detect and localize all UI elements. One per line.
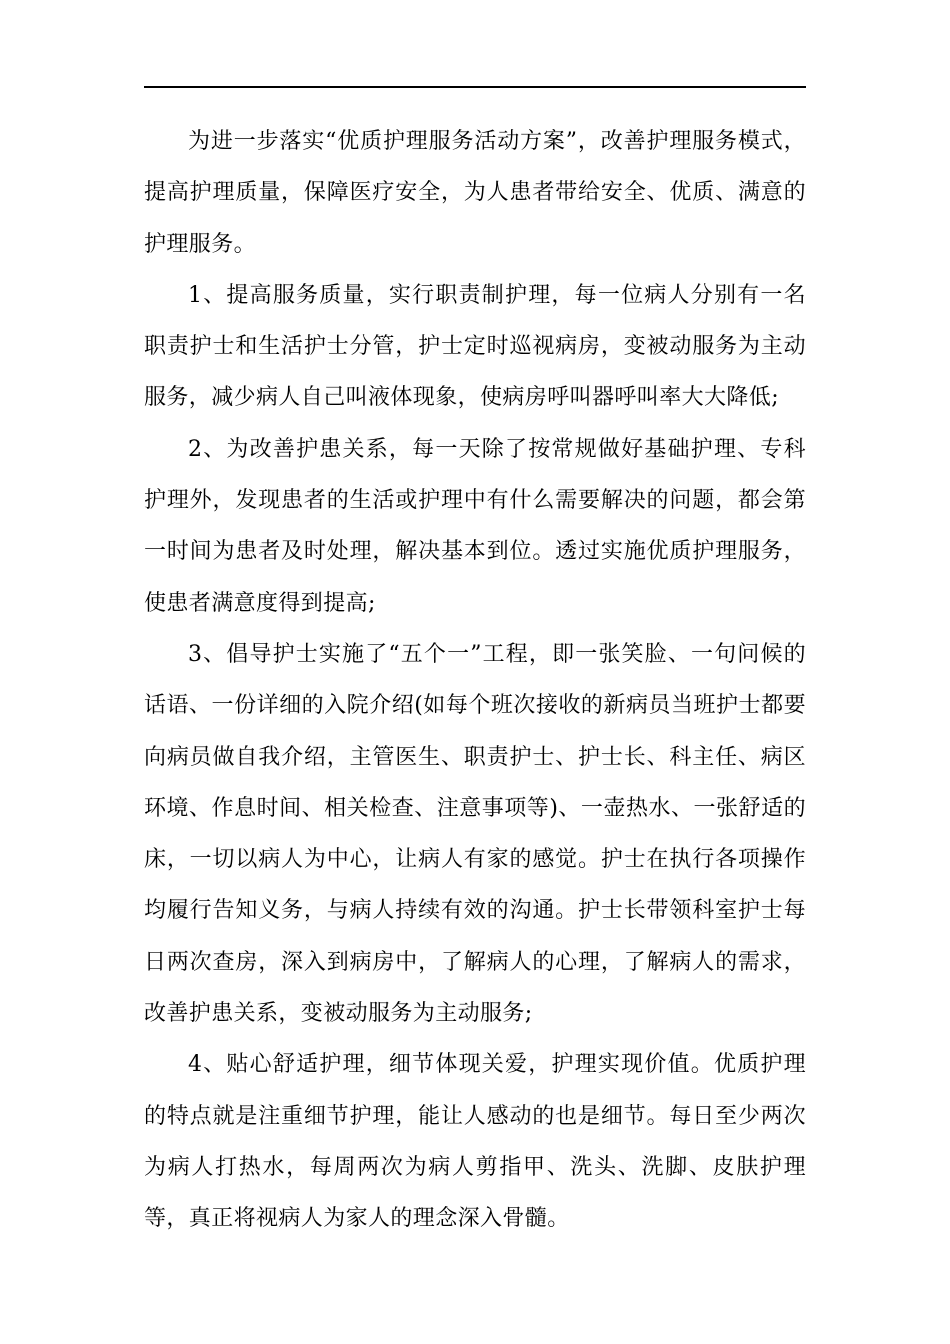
paragraph-item-2: 2、为改善护患关系，每一天除了按常规做好基础护理、专科护理外，发现患者的生活或护理中有什么需要解决的问题，都会第一时间为患者及时处理，解决基本到位。透过实施优质护理服务，使患者满意度得到提高;	[144, 436, 806, 616]
document-body	[144, 116, 806, 1245]
paragraph-intro: 为进一步落实“优质护理服务活动方案”，改善护理服务模式，提高护理质量，保障医疗安全，为人患者带给安全、优质、满意的护理服务。	[144, 129, 806, 257]
paragraph-item-1: 1、提高服务质量，实行职责制护理，每一位病人分别有一名职责护士和生活护士分管，护士定时巡视病房，变被动服务为主动服务，减少病人自己叫液体现象，使病房呼叫器呼叫率大大降低;	[144, 282, 806, 411]
header-rule	[144, 86, 806, 88]
paragraph-item-3: 3、倡导护士实施了“五个一”工程，即一张笑脸、一句问候的话语、一份详细的入院介绍(如每个班次接收的新病员当班护士都要向病员做自我介绍，主管医生、职责护士、护士长、科主任、病区环境、作息时间、相关检查、注意事项等)、一壶热水、一张舒适的床，一切以病人为中心，让病人有家的感觉。护士在执行各项操作均履行告知义务，与病人持续有效的沟通。护士长带领科室护士每日两次查房，深入到病房中，了解病人的心理，了解病人的需求，改善护患关系，变被动服务为主动服务;	[144, 641, 806, 1027]
paragraph-item-4: 4、贴心舒适护理，细节体现关爱，护理实现价值。优质护理的特点就是注重细节护理，能让人感动的也是细节。每日至少两次为病人打热水，每周两次为病人剪指甲、洗头、洗脚、皮肤护理等，真正将视病人为家人的理念深入骨髓。	[144, 1052, 806, 1232]
